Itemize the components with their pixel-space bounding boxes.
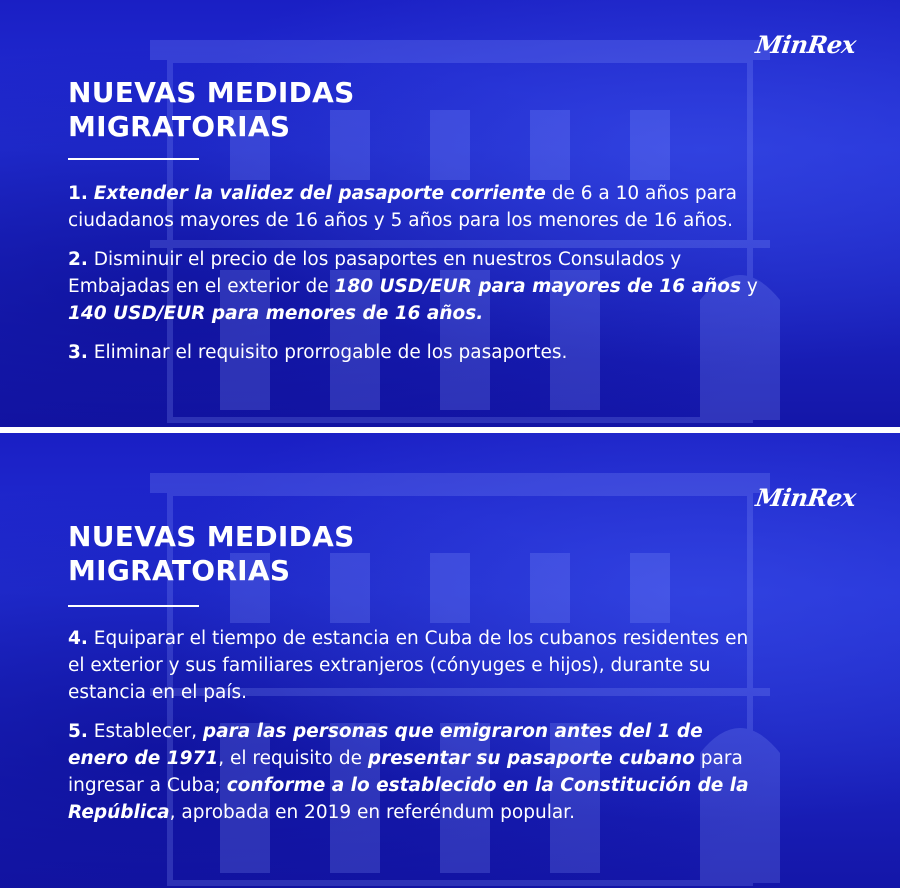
measure-text: y	[740, 276, 758, 297]
measure-number: 1.	[68, 183, 88, 204]
measures-list	[68, 180, 768, 378]
measure-item	[68, 625, 768, 706]
measure-item	[68, 339, 768, 366]
measure-text: para ingresar a Cuba;	[68, 748, 743, 796]
page-title	[68, 76, 355, 144]
title-line-1: NUEVAS MEDIDAS	[68, 76, 355, 109]
measure-emphasis-text: 140 USD/EUR para menores de 16 años.	[68, 303, 484, 324]
measure-text: de 6 a 10 años para ciudadanos mayores de 16 años y 5 años para los menores de 16 años.	[68, 183, 737, 231]
measure-text: , el requisito de	[218, 748, 368, 769]
measure-number: 5.	[68, 721, 88, 742]
measure-emphasis-text: 180 USD/EUR para mayores de 16 años	[334, 276, 741, 297]
measure-emphasis-text: presentar su pasaporte cubano	[367, 748, 695, 769]
minrex-logo: MinRex	[754, 483, 859, 512]
info-card-bottom	[0, 433, 900, 888]
measure-item	[68, 718, 768, 826]
measure-number: 2.	[68, 249, 88, 270]
title-line-2: MIGRATORIAS	[68, 554, 291, 587]
title-line-2: MIGRATORIAS	[68, 110, 291, 143]
measure-number: 3.	[68, 342, 88, 363]
measure-number: 4.	[68, 628, 88, 649]
title-underline	[68, 605, 199, 607]
measure-text: Disminuir el precio de los pasaportes en nuestros Consulados y Embajadas en el exterior de	[68, 249, 682, 297]
measure-emphasis-text: conforme a lo establecido en la Constitución de la República	[68, 775, 749, 823]
measures-list	[68, 625, 768, 838]
title-line-1: NUEVAS MEDIDAS	[68, 520, 355, 553]
measure-item	[68, 246, 768, 327]
title-underline	[68, 158, 199, 160]
measure-text: Establecer,	[87, 721, 203, 742]
measure-item	[68, 180, 768, 234]
measure-text: , aprobada en 2019 en referéndum popular.	[169, 802, 575, 823]
measure-emphasis-text: Extender la validez del pasaporte corriente	[93, 183, 546, 204]
measure-text: Eliminar el requisito prorrogable de los pasaportes.	[87, 342, 568, 363]
info-card-top	[0, 0, 900, 427]
page-title	[68, 520, 355, 588]
minrex-logo: MinRex	[754, 30, 859, 59]
measure-emphasis-text: para las personas que emigraron antes del 1 de enero de 1971	[68, 721, 703, 769]
measure-text: Equiparar el tiempo de estancia en Cuba de los cubanos residentes en el exterior y sus familiares extranjeros (cónyuges e hijos), durante su estancia en el país.	[68, 628, 749, 703]
